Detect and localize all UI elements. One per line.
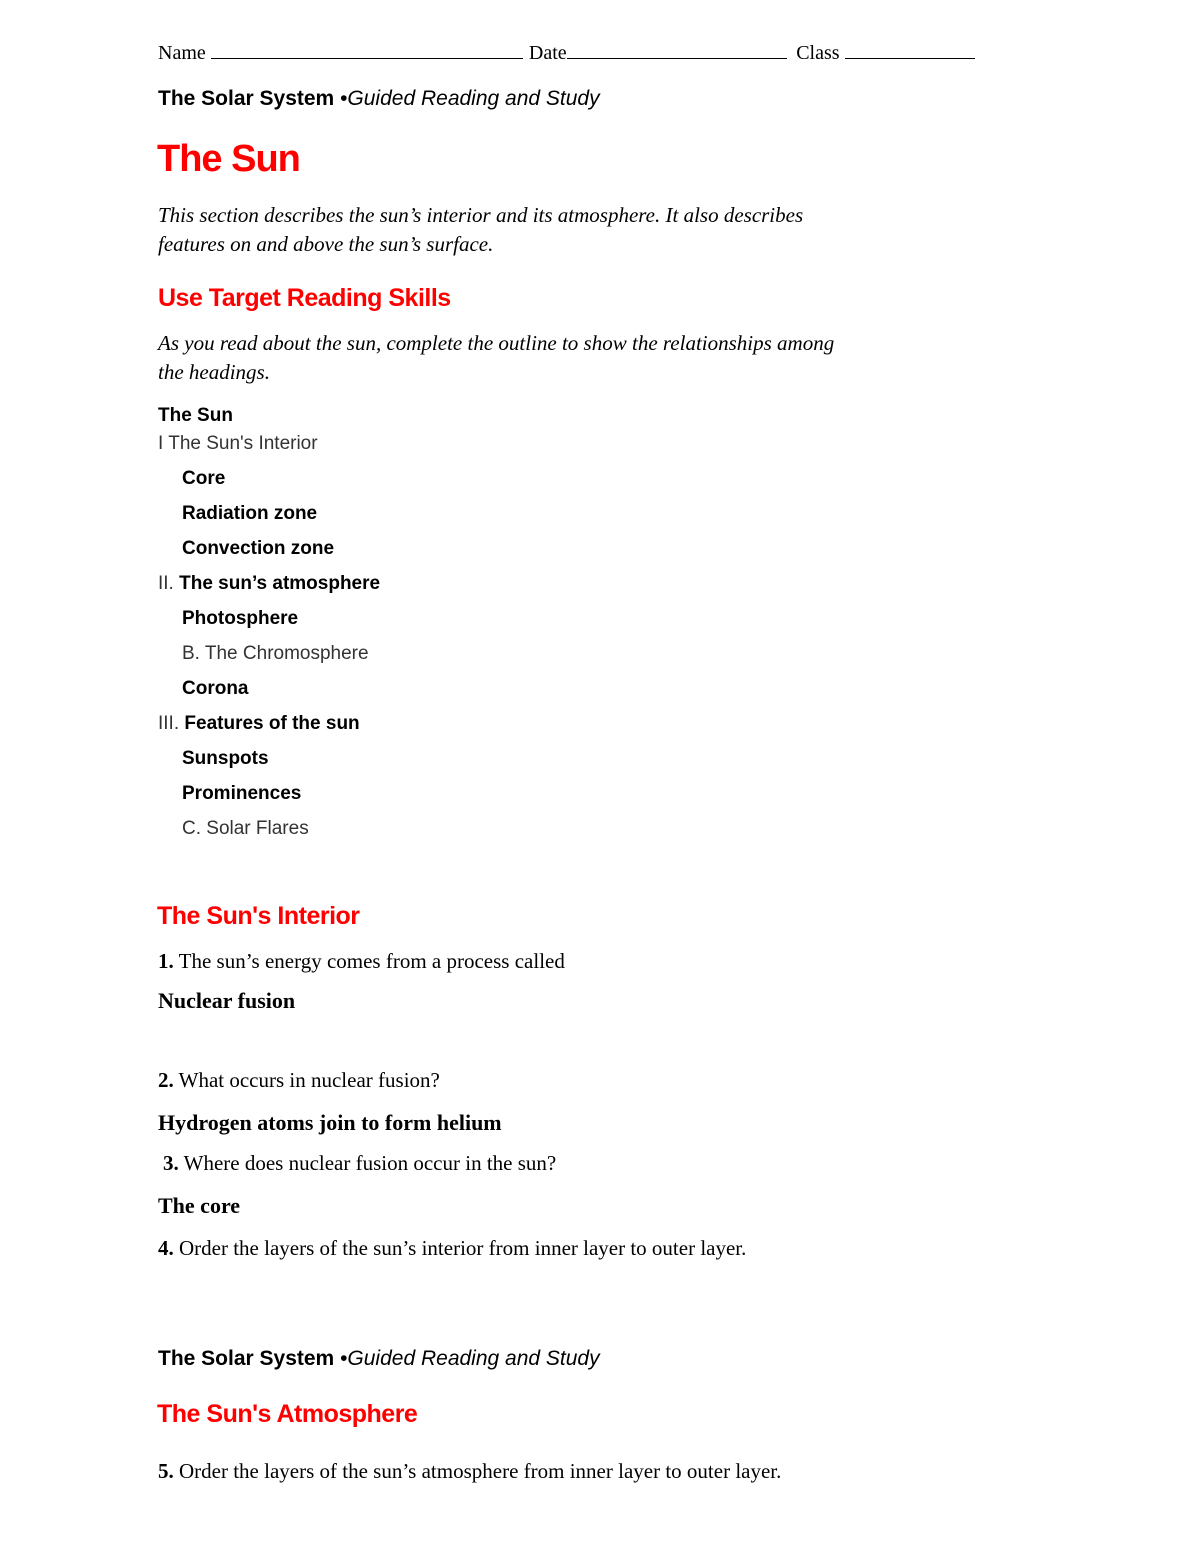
target-skills-instructions bbox=[158, 329, 834, 387]
answer-2[interactable]: Hydrogen atoms join to form helium bbox=[158, 1110, 502, 1135]
outline-item-convection-zone[interactable]: Convection zone bbox=[182, 538, 335, 559]
answer-3[interactable]: The core bbox=[158, 1193, 241, 1218]
outline-item-iii[interactable] bbox=[158, 713, 360, 735]
question-3-text: Where does nuclear fusion occur in the sun? bbox=[178, 1151, 557, 1175]
target-skills-line-1: As you read about the sun, complete the outline to show the relationships among bbox=[158, 331, 835, 355]
question-1-number: 1. bbox=[158, 949, 174, 973]
outline-item-chromosphere: B. The Chromosphere bbox=[182, 643, 369, 664]
intro-paragraph bbox=[158, 201, 803, 259]
running-head-2-subtitle: Guided Reading and Study bbox=[347, 1347, 600, 1370]
running-head-subtitle: Guided Reading and Study bbox=[347, 87, 600, 110]
question-5-text: Order the layers of the sun’s atmosphere from inner layer to outer layer. bbox=[173, 1459, 782, 1483]
running-head-book: The Solar System bbox=[158, 87, 335, 110]
outline-item-radiation-zone[interactable]: Radiation zone bbox=[182, 503, 318, 524]
question-4 bbox=[158, 1236, 746, 1261]
outline-item-sunspots[interactable]: Sunspots bbox=[182, 748, 269, 769]
date-label: Date bbox=[528, 42, 567, 64]
question-5-number: 5. bbox=[158, 1459, 174, 1483]
running-head-2-book: The Solar System bbox=[158, 1347, 335, 1370]
outline-title: The Sun bbox=[158, 405, 233, 426]
question-2 bbox=[158, 1068, 440, 1093]
name-label: Name bbox=[158, 42, 206, 64]
outline-item-photosphere[interactable]: Photosphere bbox=[182, 608, 299, 629]
question-3-number: 3. bbox=[163, 1151, 179, 1175]
question-2-text: What occurs in nuclear fusion? bbox=[173, 1068, 440, 1092]
page-title: The Sun bbox=[157, 138, 300, 180]
name-field[interactable] bbox=[211, 40, 523, 59]
outline-item-ii-label: The sun’s atmosphere bbox=[179, 573, 381, 594]
target-skills-line-2: the headings. bbox=[158, 360, 270, 384]
outline-item-iii-prefix: III. bbox=[158, 713, 185, 734]
outline-item-prominences[interactable]: Prominences bbox=[182, 783, 302, 804]
atmosphere-heading: The Sun's Atmosphere bbox=[157, 1400, 418, 1428]
question-2-number: 2. bbox=[158, 1068, 174, 1092]
outline-item-i: I The Sun's Interior bbox=[158, 433, 318, 454]
outline-item-iii-label: Features of the sun bbox=[184, 713, 360, 734]
running-head bbox=[158, 87, 600, 111]
running-head-2-separator: • bbox=[334, 1347, 348, 1370]
header-fields bbox=[158, 40, 975, 65]
date-field[interactable] bbox=[567, 40, 787, 59]
outline-item-corona[interactable]: Corona bbox=[182, 678, 249, 699]
running-head-2 bbox=[158, 1347, 600, 1371]
interior-heading: The Sun's Interior bbox=[157, 902, 360, 930]
outline-item-ii[interactable] bbox=[158, 573, 380, 595]
answer-1[interactable]: Nuclear fusion bbox=[158, 988, 296, 1013]
question-5 bbox=[158, 1459, 781, 1484]
class-field[interactable] bbox=[845, 40, 975, 59]
question-1-text: The sun’s energy comes from a process called bbox=[173, 949, 565, 973]
outline-item-ii-prefix: II. bbox=[158, 573, 180, 594]
question-4-text: Order the layers of the sun’s interior from inner layer to outer layer. bbox=[173, 1236, 747, 1260]
intro-line-1: This section describes the sun’s interior and its atmosphere. It also describes bbox=[158, 203, 804, 227]
running-head-separator: • bbox=[334, 87, 348, 110]
question-4-number: 4. bbox=[158, 1236, 174, 1260]
class-label: Class bbox=[796, 42, 840, 64]
question-1 bbox=[158, 949, 565, 974]
target-skills-heading: Use Target Reading Skills bbox=[158, 284, 451, 312]
intro-line-2: features on and above the sun’s surface. bbox=[158, 232, 494, 256]
outline-item-core[interactable]: Core bbox=[182, 468, 226, 489]
outline-item-solar-flares: C. Solar Flares bbox=[182, 818, 309, 839]
question-3 bbox=[163, 1151, 556, 1176]
